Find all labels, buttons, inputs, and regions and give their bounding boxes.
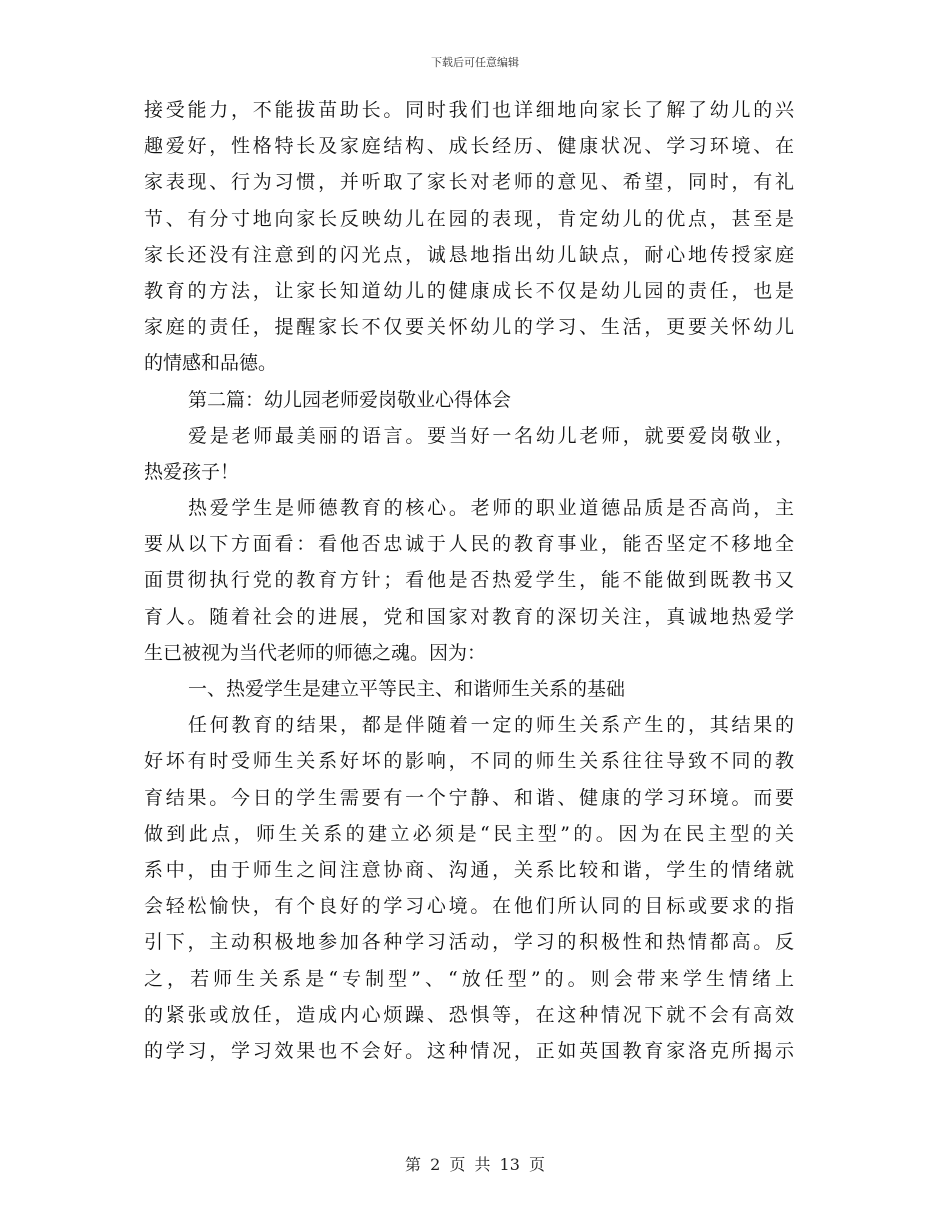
text-line: 家表现、行为习惯，并听取了家长对老师的意见、希望，同时，有礼 (144, 171, 794, 194)
text-line: 育结果。今日的学生需要有一个宁静、和谐、健康的学习环境。而要 (144, 786, 794, 809)
text-line: 节、有分寸地向家长反映幼儿在园的表现，肯定幼儿的优点，甚至是 (144, 207, 794, 230)
document-body (144, 92, 794, 1069)
text-line: 热爱学生是师德教育的核心。老师的职业道德品质是否高尚，主 (188, 497, 794, 520)
text-line: 面贯彻执行党的教育方针；看他是否热爱学生，能不能做到既教书又 (144, 569, 794, 592)
text-line: 的紧张或放任，造成内心烦躁、恐惧等，在这种情况下就不会有高效 (144, 1003, 794, 1026)
text-line: 爱是老师最美丽的语言。要当好一名幼儿老师，就要爱岗敬业， (188, 424, 794, 447)
page-header-note: 下载后可任意编辑 (431, 56, 519, 69)
text-line: 趣爱好，性格特长及家庭结构、成长经历、健康状况、学习环境、在 (144, 135, 794, 158)
text-line: 热爱孩子！ (144, 460, 240, 483)
text-line: 家长还没有注意到的闪光点，诚恳地指出幼儿缺点，耐心地传授家庭 (144, 243, 794, 266)
text-line: 的学习，学习效果也不会好。这种情况，正如英国教育家洛克所揭示 (144, 1039, 794, 1062)
text-line: 系中，由于师生之间注意协商、沟通，关系比较和谐，学生的情绪就 (144, 858, 794, 881)
text-line: 的情感和品德。 (144, 352, 278, 375)
subsection-heading: 一、热爱学生是建立平等民主、和谐师生关系的基础 (188, 678, 626, 700)
text-line: 会轻松愉快，有个良好的学习心境。在他们所认同的目标或要求的指 (144, 895, 794, 918)
text-line: 好坏有时受师生关系好坏的影响，不同的师生关系往往导致不同的教 (144, 750, 794, 773)
text-line: 任何教育的结果，都是伴随着一定的师生关系产生的，其结果的 (188, 714, 794, 737)
text-line: 之，若师生关系是“专制型”、“放任型”的。则会带来学生情绪上 (144, 967, 794, 990)
text-line: 引下，主动积极地参加各种学习活动，学习的积极性和热情都高。反 (144, 931, 794, 954)
page-number-footer: 第 2 页 共 13 页 (405, 1155, 545, 1174)
text-line: 生已被视为当代老师的师德之魂。因为： (144, 641, 487, 664)
text-line: 家庭的责任，提醒家长不仅要关怀幼儿的学习、生活，更要关怀幼儿 (144, 316, 794, 339)
text-line: 育人。随着社会的进展，党和国家对教育的深切关注，真诚地热爱学 (144, 605, 794, 628)
text-line: 接受能力，不能拔苗助长。同时我们也详细地向家长了解了幼儿的兴 (144, 99, 794, 121)
text-line: 要从以下方面看：看他否忠诚于人民的教育事业，能否坚定不移地全 (144, 533, 794, 556)
text-line: 教育的方法，让家长知道幼儿的健康成长不仅是幼儿园的责任，也是 (144, 279, 794, 302)
text-line: 做到此点，师生关系的建立必须是“民主型”的。因为在民主型的关 (144, 822, 794, 845)
section-heading: 第二篇：幼儿园老师爱岗敬业心得体会 (188, 388, 512, 411)
